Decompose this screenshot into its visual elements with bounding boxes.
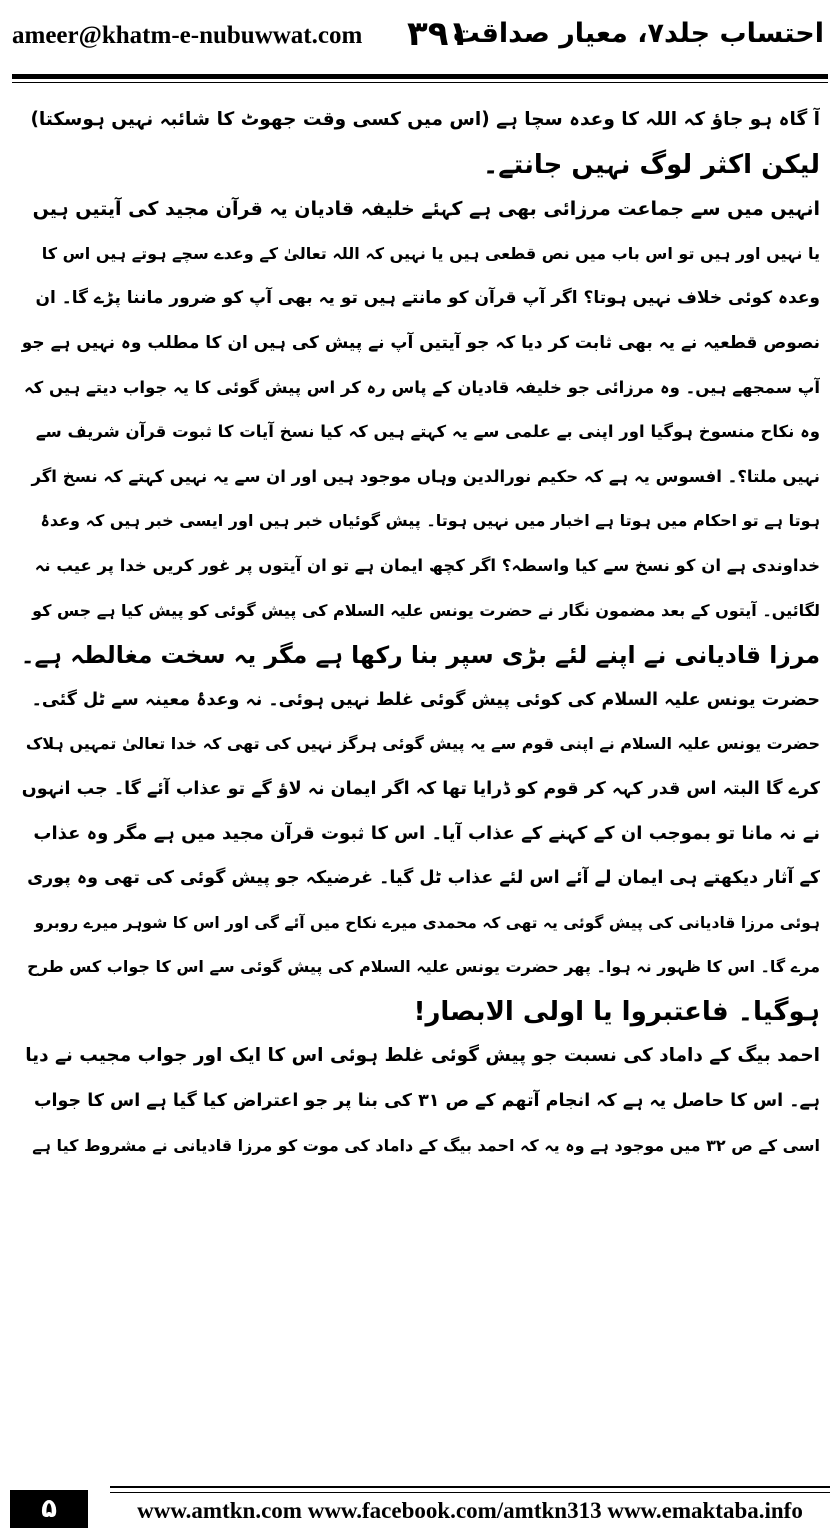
- footer-rule: [110, 1486, 830, 1488]
- text-line: احمد بیگ کے داماد کی نسبت جو پیش گوئی غلط ہوئی اس کا ایک اور جواب مجیب نے دیا: [25, 1045, 820, 1067]
- text-line: لیکن اکثر لوگ نہیں جانتے۔: [483, 149, 820, 180]
- text-line: نہیں ملتا؟۔ افسوس یہ ہے کہ حکیم نورالدین وہاں موجود ہیں اور ان سے یہ نہیں کہتے کہ نسخ اگر: [31, 466, 820, 486]
- page-number: ۳۹۱: [407, 14, 470, 54]
- text-line: کرے گا البتہ اس قدر کہہ کر قوم کو ڈرایا تھا کہ اگر ایمان نہ لاؤ گے تو عذاب آئے گا۔ جب انہوں: [21, 778, 820, 799]
- footer-rule-thin: [110, 1492, 830, 1493]
- volume-number-badge: ۵: [10, 1490, 88, 1528]
- text-line: ہوگیا۔ فاعتبروا یا اولی الابصار!: [413, 996, 820, 1027]
- body-text: [20, 98, 820, 1168]
- text-line: نے نہ مانا تو بموجب ان کے کہنے کے عذاب آیا۔ اس کا ثبوت قرآن مجید میں ہے مگر وہ عذاب: [33, 822, 820, 844]
- text-line: نصوص قطعیہ نے یہ بھی ثابت کر دیا کہ جو آیتیں آپ نے پیش کی ہیں ان کا مطلب وہ نہیں ہے جو: [21, 332, 820, 353]
- book-title: احتساب جلد۷، معیار صداقت: [452, 18, 824, 49]
- text-line: ہے۔ اس کا حاصل یہ ہے کہ انجام آتھم کے ص ۳۱ کی بنا پر جو اعتراض کیا گیا ہے اس کا جواب: [33, 1091, 820, 1112]
- text-line: مرے گا۔ اس کا ظہور نہ ہوا۔ پھر حضرت یونس علیہ السلام کی پیش گوئی سے اس کا جواب کس طرح: [27, 957, 820, 977]
- text-line: آپ سمجھے ہیں۔ وہ مرزائی جو خلیفہ قادیان کے پاس رہ کر اس پیش گوئی کا یہ جواب دیتے ہیں کہ: [24, 377, 820, 397]
- text-line: انہیں میں سے جماعت مرزائی بھی ہے کہئے خلیفہ قادیان یہ قرآن مجید کی آیتیں ہیں: [32, 198, 820, 221]
- header-email: ameer@khatm-e-nubuwwat.com: [12, 22, 363, 49]
- text-line: مرزا قادیانی نے اپنے لئے بڑی سپر بنا رکھا ہے مگر یہ سخت مغالطہ ہے۔: [20, 641, 820, 670]
- text-line: لگائیں۔ آیتوں کے بعد مضمون نگار نے حضرت یونس علیہ السلام کی پیش گوئی کو پیش کیا ہے جس کو: [32, 600, 820, 620]
- page-footer: [10, 1486, 830, 1528]
- text-line: اسی کے ص ۳۲ میں موجود ہے وہ یہ کہ احمد بیگ کے داماد کی موت کو مرزا قادیانی نے مشروط کیا ہے: [32, 1135, 820, 1155]
- text-line: آ گاہ ہو جاؤ کہ اللہ کا وعدہ سچا ہے (اس میں کسی وقت جھوٹ کا شائبہ نہیں ہوسکتا): [30, 109, 820, 130]
- text-line: وعدہ کوئی خلاف نہیں ہوتا؟ اگر آپ قرآن کو مانتے ہیں تو یہ بھی آپ کو ضرور ماننا پڑے گا۔ ان: [35, 288, 820, 309]
- page-header: [12, 10, 828, 70]
- text-line: کے آثار دیکھتے ہی ایمان لے آئے اس لئے عذاب ٹل گیا۔ غرضیکہ جو پیش گوئی کی تھی وہ پوری: [27, 868, 820, 889]
- footer-links: www.amtkn.com www.facebook.com/amtkn313 www.emaktaba.info: [137, 1498, 803, 1523]
- text-line: یا نہیں اور ہیں تو اس باب میں نص قطعی ہیں یا نہیں کہ اللہ تعالیٰ کے وعدے سچے ہوتے ہیں اس کا: [41, 243, 820, 263]
- text-line: ہوئی مرزا قادیانی کی پیش گوئی یہ تھی کہ محمدی میرے نکاح میں آئے گی اور اس کا شوہر میرے روبرو: [34, 913, 820, 932]
- header-rule-thin: [12, 82, 828, 83]
- header-rule: [12, 74, 828, 79]
- text-line: وہ نکاح منسوخ ہوگیا اور اپنی بے علمی سے یہ کہتے ہیں کہ کیا نسخ آیات کا ثبوت قرآن شریف سے: [35, 422, 820, 442]
- text-line: حضرت یونس علیہ السلام نے اپنی قوم سے یہ پیش گوئی ہرگز نہیں کی تھی کہ خدا تعالیٰ تمہیں ہلاک: [25, 734, 820, 754]
- text-line: ہوتا ہے تو احکام میں ہوتا ہے اخبار میں نہیں ہوتا۔ پیش گوئیاں خبر ہیں اور ایسی خبر ہیں کہ وعدۂ: [40, 511, 820, 531]
- text-line: حضرت یونس علیہ السلام کی کوئی پیش گوئی غلط نہیں ہوئی۔ نہ وعدۂ معینہ سے ٹل گئی۔: [31, 689, 820, 710]
- text-line: خداوندی ہے ان کو نسخ سے کیا واسطہ؟ اگر کچھ ایمان ہے تو ان آیتوں پر غور کریں خدا پر عیب نہ: [34, 555, 820, 575]
